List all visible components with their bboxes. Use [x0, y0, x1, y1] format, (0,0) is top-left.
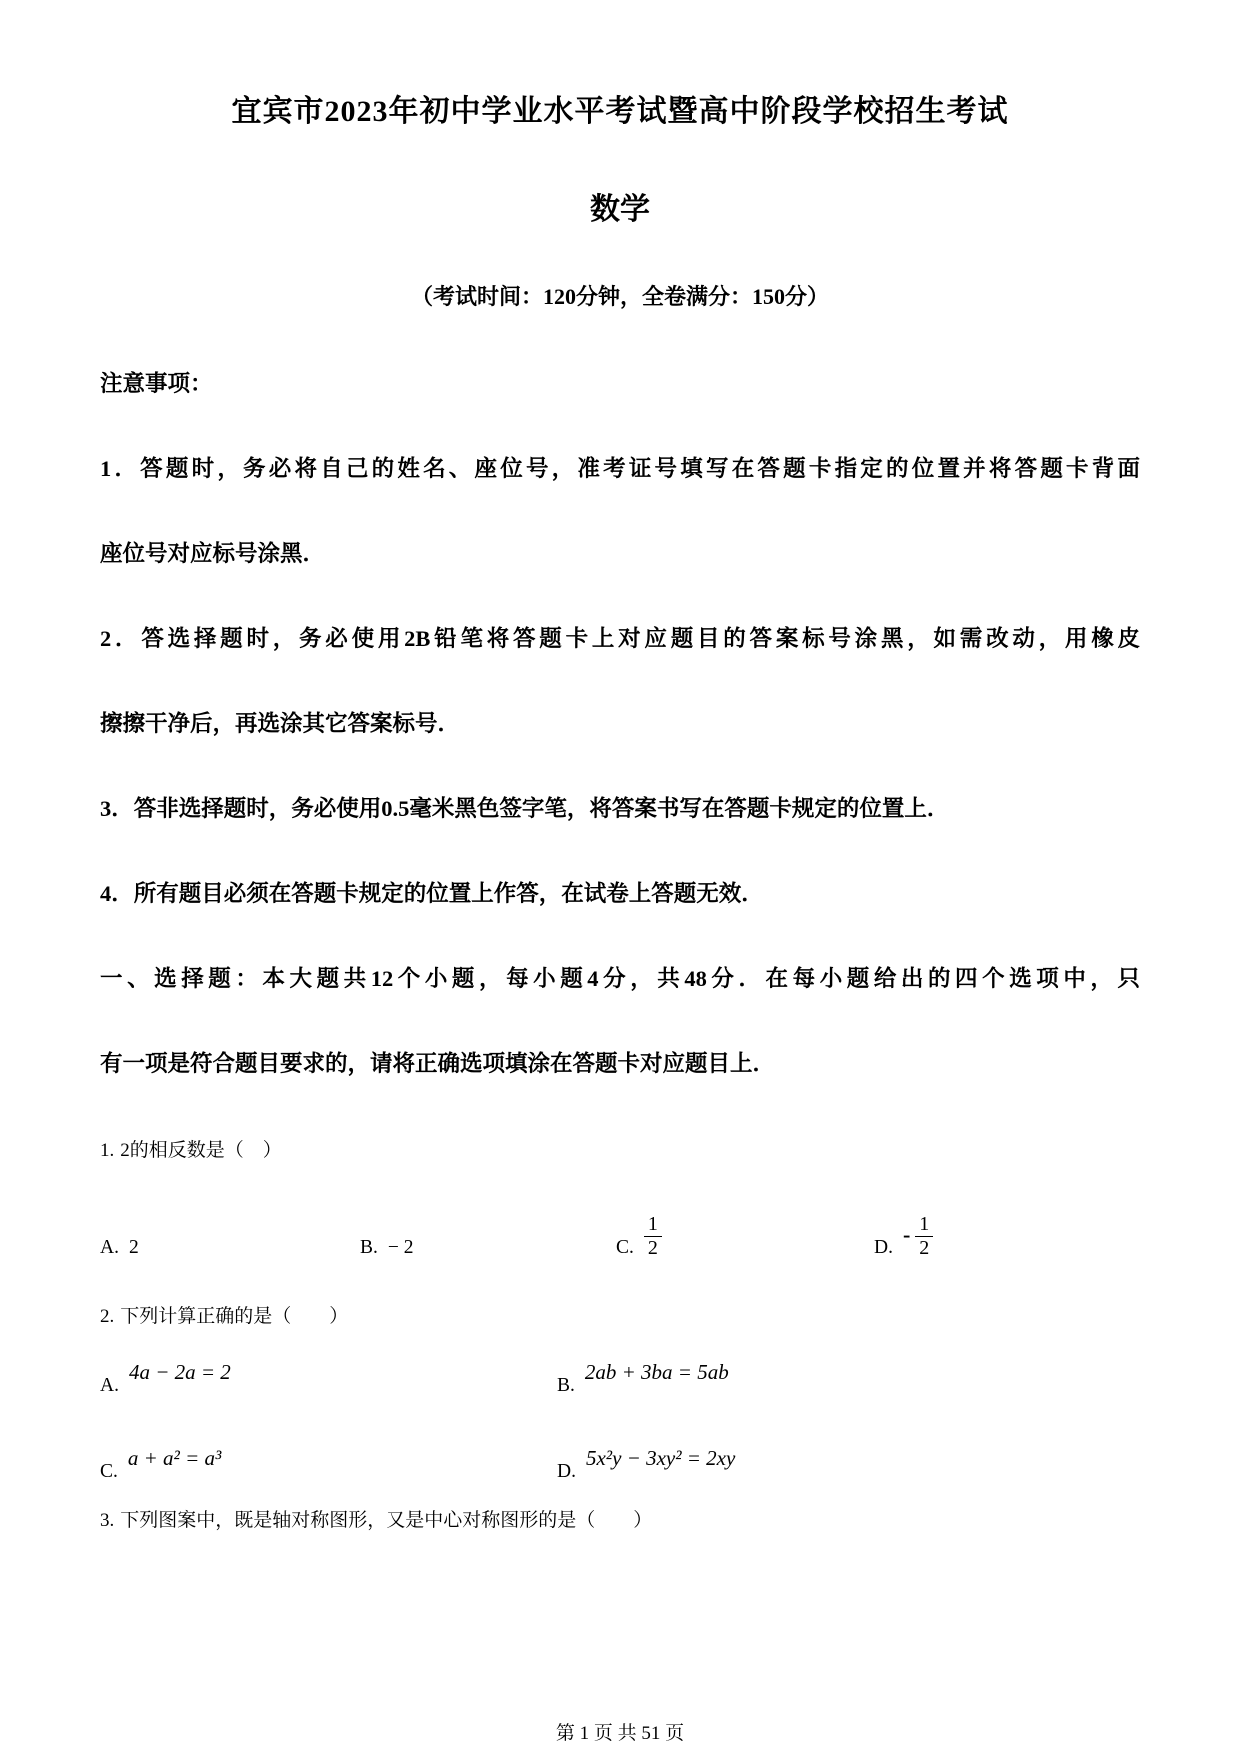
question-1-options [100, 1204, 1140, 1260]
notice-line-1b: 座位号对应标号涂黑． [100, 541, 326, 566]
section-heading-line-2: 有一项是符合题目要求的，请将正确选项填涂在答题卡对应题目上． [100, 1051, 776, 1076]
option-b-label: B. [360, 1237, 378, 1258]
question-3-number: 3. [100, 1510, 115, 1531]
option-d-fraction [915, 1213, 933, 1260]
question-1-option-d [874, 1204, 1140, 1260]
question-2-options-row-1 [100, 1346, 1140, 1398]
notice-line-2b: 擦擦干净后，再选涂其它答案标号． [100, 711, 461, 736]
option-c-label: C. [100, 1461, 118, 1482]
option-b-formula: 2ab + 3ba = 5ab [584, 1360, 729, 1384]
question-1-option-a [100, 1204, 360, 1260]
option-d-label: D. [557, 1461, 576, 1482]
option-d-label: D. [874, 1237, 893, 1258]
subject-title: 数学 [590, 193, 650, 226]
question-3 [100, 1508, 1140, 1534]
notice-line-3: 3．答非选择题时，务必使用0.5毫米黑色签字笔，将答案书写在答题卡规定的位置上． [100, 796, 950, 821]
fraction-denominator: 2 [919, 1237, 930, 1259]
option-a-label: A. [100, 1237, 119, 1258]
section-heading-line-1: 一、选择题：本大题共12个小题，每小题4分，共48分．在每小题给出的四个选项中，只 [100, 966, 1140, 991]
notice-heading: 注意事项： [100, 371, 213, 396]
option-a-formula: 4a − 2a = 2 [128, 1360, 231, 1384]
question-2-option-d [557, 1432, 1140, 1484]
option-a-value: 2 [128, 1237, 139, 1258]
fraction-numerator: 1 [644, 1213, 662, 1237]
question-2-option-a [100, 1346, 557, 1398]
question-2-number: 2. [100, 1306, 115, 1327]
question-1-number: 1. [100, 1140, 115, 1161]
question-2-options-row-2 [100, 1432, 1140, 1484]
page-title: 宜宾市2023年初中学业水平考试暨高中阶段学校招生考试 [231, 95, 1009, 128]
option-c-formula: a + a² = a³ [127, 1446, 222, 1470]
option-a-label: A. [100, 1375, 119, 1396]
option-c-fraction [644, 1213, 662, 1260]
question-3-text: 下列图案中，既是轴对称图形，又是中心对称图形的是（ ） [120, 1510, 653, 1531]
question-2-option-b [557, 1346, 1140, 1398]
option-c-label: C. [616, 1237, 634, 1258]
question-1-option-b [360, 1204, 616, 1260]
option-d-formula: 5x²y − 3xy² = 2xy [585, 1446, 736, 1470]
notice-line-2a: 2．答选择题时，务必使用2B铅笔将答题卡上对应题目的答案标号涂黑，如需改动，用橡皮 [100, 626, 1140, 651]
notice-line-4: 4．所有题目必须在答题卡规定的位置上作答，在试卷上答题无效． [100, 881, 764, 906]
fraction-numerator: 1 [915, 1213, 933, 1237]
notice-section [100, 368, 1140, 1080]
question-2-option-c [100, 1432, 557, 1484]
page-content [0, 92, 1240, 1534]
option-b-label: B. [557, 1375, 575, 1396]
exam-info-line: （考试时间：120分钟，全卷满分：150分） [410, 284, 829, 309]
question-1 [100, 1138, 1140, 1164]
question-1-text: 2的相反数是（ ） [120, 1140, 282, 1161]
notice-line-1a: 1．答题时，务必将自己的姓名、座位号，准考证号填写在答题卡指定的位置并将答题卡背面 [100, 456, 1140, 481]
option-b-value: − 2 [387, 1237, 414, 1258]
option-d-fraction-group [903, 1213, 933, 1260]
question-1-option-c [616, 1204, 874, 1260]
question-2-text: 下列计算正确的是（ ） [120, 1306, 349, 1327]
question-2 [100, 1304, 1140, 1330]
minus-sign: - [902, 1221, 911, 1247]
fraction-denominator: 2 [647, 1237, 658, 1259]
page-footer: 第 1 页 共 51 页 [555, 1723, 685, 1744]
